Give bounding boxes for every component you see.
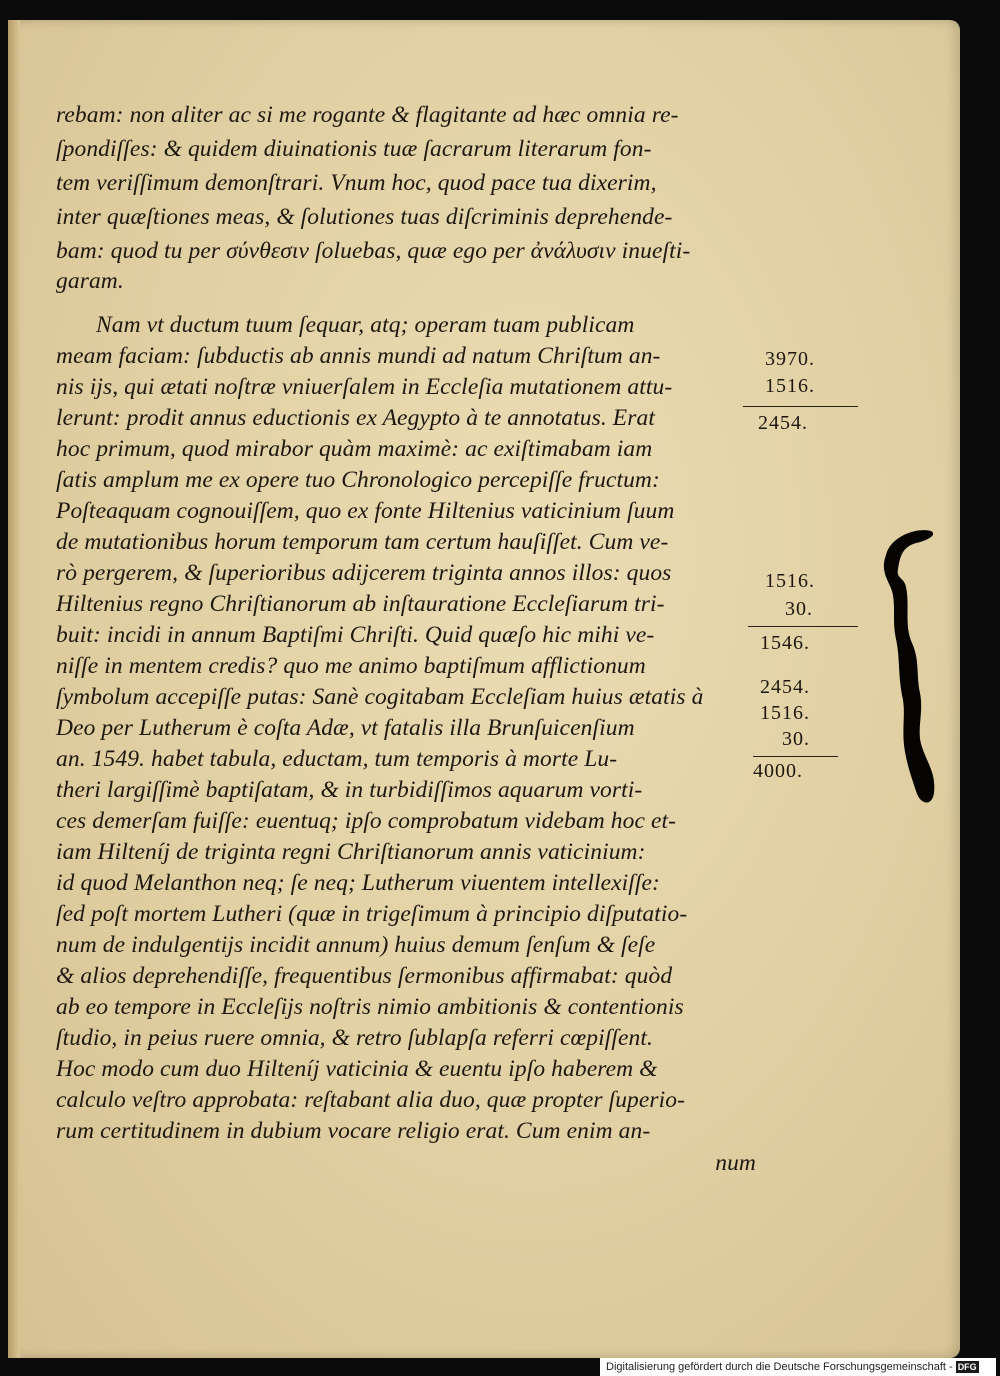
margin-number: 2454.: [760, 676, 810, 698]
margin-number: 3970.: [765, 348, 815, 370]
text-line: ab eo tempore in Eccleſijs noſtris nimio ambitionis & contentionis: [56, 994, 684, 1020]
text-line: nis ijs, qui ætati noſtræ vniuerſalem in Eccleſia mutationem attu-: [56, 374, 673, 400]
text-line: de mutationibus horum temporum tam certum hauſiſſet. Cum ve-: [56, 529, 669, 555]
margin-number: 2454.: [758, 412, 808, 434]
sum-line: [748, 626, 858, 627]
text-line: inter quæſtiones meas, & ſolutiones tuas diſcriminis deprehende-: [56, 204, 673, 230]
text-line: calculo veſtro approbata: reſtabant alia duo, quæ propter ſuperio-: [56, 1087, 686, 1113]
text-line: theri largiſſimè baptiſatam, & in turbidiſſimos aquarum vorti-: [56, 777, 643, 803]
text-line: meam faciam: ſubductis ab annis mundi ad natum Chriſtum an-: [56, 343, 661, 369]
text-line: ſatis amplum me ex opere tuo Chronologico percepiſſe fructum:: [56, 467, 660, 493]
text-line: Deo per Lutherum è coſta Adæ, vt fatalis illa Brunſuicenſium: [56, 715, 635, 741]
text-line: ſymbolum accepiſſe putas: Sanè cogitabam Eccleſiam huius ætatis à: [56, 684, 704, 710]
text-line: ſtudio, in peius ruere omnia, & retro ſublapſa referri cœpiſſent.: [56, 1025, 654, 1051]
text-line: garam.: [56, 268, 124, 294]
text-line: Poſteaquam cognouiſſem, quo ex fonte Hiltenius vaticinium ſuum: [56, 498, 675, 524]
text-line: Hoc modo cum duo Hilteníj vaticinia & euentu ipſo haberem &: [56, 1056, 658, 1082]
text-line: buit: incidi in annum Baptiſmi Chriſti. Quid quæſo hic mihi ve-: [56, 622, 655, 648]
margin-number: 1516.: [765, 570, 815, 592]
footer-text: Digitalisierung gefördert durch die Deutsche Forschungsgemeinschaft -: [606, 1361, 953, 1373]
text-line: lerunt: prodit annus eductionis ex Aegypto à te annotatus. Erat: [56, 405, 655, 431]
margin-number: 1516.: [765, 375, 815, 397]
dfg-logo: DFG: [957, 1362, 977, 1373]
ink-stain: [876, 525, 946, 815]
text-line: & alios deprehendiſſe, frequentibus ſermonibus affirmabat: quòd: [56, 963, 673, 989]
margin-number: 30.: [785, 598, 813, 620]
text-line: rum certitudinem in dubium vocare religio erat. Cum enim an-: [56, 1118, 651, 1144]
catchword: num: [715, 1150, 756, 1176]
book-page: [8, 20, 960, 1358]
text-line: iam Hilteníj de triginta regni Chriſtianorum annis vaticinium:: [56, 839, 646, 865]
margin-number: 1516.: [760, 702, 810, 724]
text-line: id quod Melanthon neq; ſe neq; Lutherum viuentem intellexiſſe:: [56, 870, 660, 896]
text-line: bam: quod tu per σύνθεσιν ſoluebas, quæ ego per ἀνάλυσιν inueſti-: [56, 238, 691, 264]
sum-line: [743, 406, 858, 407]
text-line: tem veriſſimum demonſtrari. Vnum hoc, quod pace tua dixerim,: [56, 170, 657, 196]
margin-number: 4000.: [753, 760, 803, 782]
text-line: hoc primum, quod mirabor quàm maximè: ac exiſtimabam iam: [56, 436, 653, 462]
text-line: ſpondiſſes: & quidem diuinationis tuæ ſacrarum literarum fon-: [56, 136, 652, 162]
text-line: Hiltenius regno Chriſtianorum ab inſtauratione Eccleſiarum tri-: [56, 591, 665, 617]
digitization-footer: [600, 1358, 996, 1376]
sum-line: [753, 756, 838, 757]
margin-number: 1546.: [760, 632, 810, 654]
text-line: rebam: non aliter ac si me rogante & flagitante ad hæc omnia re-: [56, 102, 679, 128]
page-gutter: [8, 20, 20, 1358]
text-line: an. 1549. habet tabula, eductam, tum temporis à morte Lu-: [56, 746, 618, 772]
text-line: num de indulgentijs incidit annum) huius demum ſenſum & ſeſe: [56, 932, 656, 958]
text-line: ſed poſt mortem Lutheri (quæ in trigeſimum à principio diſputatio-: [56, 901, 688, 927]
text-line: rò pergerem, & ſuperioribus adijcerem triginta annos illos: quos: [56, 560, 672, 586]
text-line: niſſe in mentem credis? quo me animo baptiſmum afflictionum: [56, 653, 646, 679]
text-line: ces demerſam fuiſſe: euentuq; ipſo comprobatum videbam hoc et-: [56, 808, 677, 834]
text-line: Nam vt ductum tuum ſequar, atq; operam tuam publicam: [96, 312, 635, 338]
margin-number: 30.: [782, 728, 810, 750]
